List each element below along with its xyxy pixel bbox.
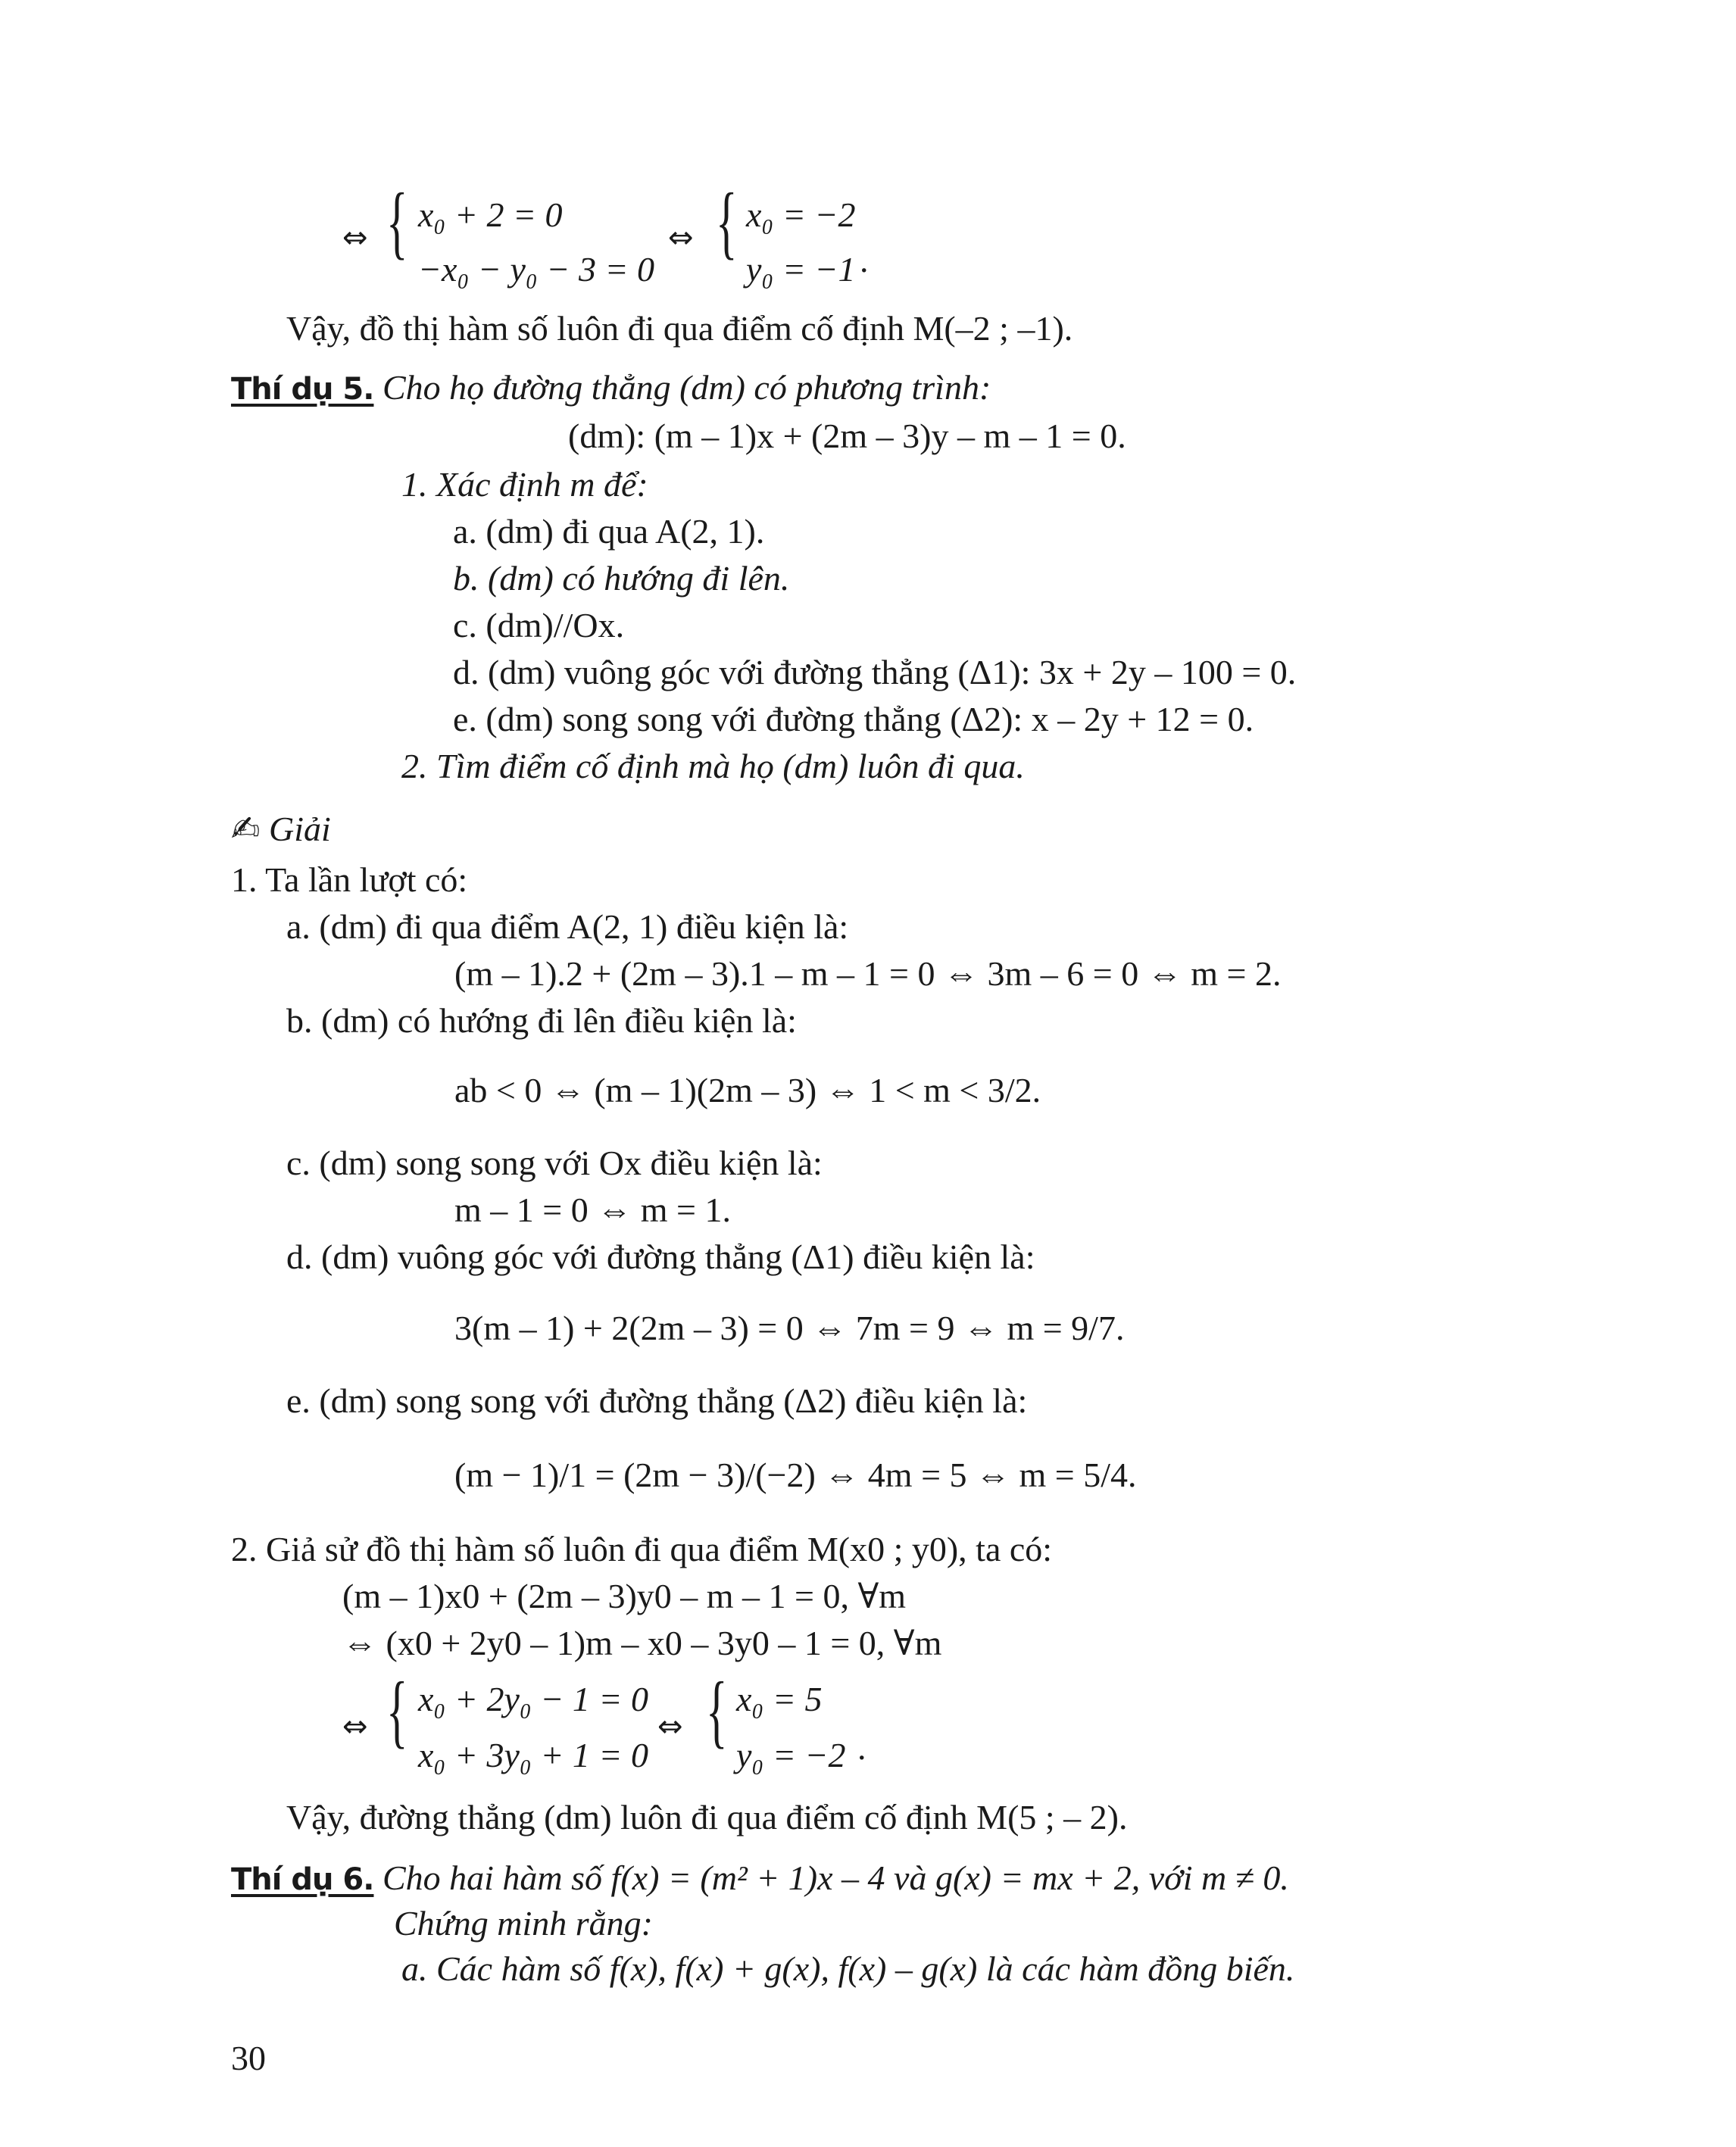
conclusion-text: Vậy, đồ thị hàm số luôn đi qua điểm cố định M(–2 ; –1). [286, 309, 1073, 348]
example-equation: (dm): (m – 1)x + (2m – 3)y – m – 1 = 0. [568, 417, 1126, 455]
example-intro: Cho họ đường thẳng (dm) có phương trình: [382, 368, 991, 407]
question-1: 1. Xác định m để: [401, 465, 648, 504]
left-brace: { [386, 1666, 408, 1756]
system-equation: x₀ + 2 = 0 [418, 195, 563, 234]
solution-a: a. (dm) đi qua điểm A(2, 1) điều kiện là: [286, 907, 849, 946]
solution-b-equation: ab < 0 ⇔ (m – 1)(2m – 3) ⇔ 1 < m < 3/2. [454, 1071, 1041, 1109]
solution-e: e. (dm) song song với đường thẳng (Δ2) điều kiện là: [286, 1381, 1028, 1420]
solution-d: d. (dm) vuông góc với đường thẳng (Δ1) điều kiện là: [286, 1237, 1035, 1276]
page-number: 30 [231, 2039, 266, 2077]
iff-symbol: ⇔ [657, 1709, 683, 1744]
solution-a-equation: (m – 1).2 + (2m – 3).1 – m – 1 = 0 ⇔ 3m – 6 = 0 ⇔ m = 2. [454, 954, 1282, 993]
solution-d-equation: 3(m – 1) + 2(2m – 3) = 0 ⇔ 7m = 9 ⇔ m = 9/7. [454, 1309, 1125, 1347]
question-a: a. Các hàm số f(x), f(x) + g(x), f(x) – g(x) là các hàm đồng biến. [401, 1949, 1295, 1988]
example-intro: Cho hai hàm số f(x) = (m² + 1)x – 4 và g(x) = mx + 2, với m ≠ 0. [382, 1858, 1289, 1897]
solution-2-line-1: (m – 1)x0 + (2m – 3)y0 – m – 1 = 0, ∀m [342, 1577, 907, 1615]
system-result: x₀ = −2 [746, 195, 856, 234]
solution-title: Giải [269, 810, 331, 848]
solution-step-1: 1. Ta lần lượt có: [231, 860, 468, 899]
left-brace: { [716, 177, 738, 267]
example-label: Thí dụ 5. [231, 372, 374, 407]
prove-text: Chứng minh rằng: [394, 1904, 653, 1943]
solution-c: c. (dm) song song với Ox điều kiện là: [286, 1144, 823, 1182]
system-equation: −x₀ − y₀ − 3 = 0 [418, 250, 654, 289]
solution-c-equation: m – 1 = 0 ⇔ m = 1. [454, 1191, 731, 1229]
example-6-heading [231, 1857, 1289, 1901]
system-equation: x₀ + 3y₀ + 1 = 0 [418, 1736, 648, 1774]
example-label: Thí dụ 6. [231, 1862, 374, 1897]
solution-step-2: 2. Giả sử đồ thị hàm số luôn đi qua điểm M(x0 ; y0), ta có: [231, 1530, 1053, 1568]
question-d: d. (dm) vuông góc với đường thẳng (Δ1): 3x + 2y – 100 = 0. [453, 653, 1297, 691]
system-result: x₀ = 5 [736, 1680, 823, 1718]
question-c: c. (dm)//Ox. [453, 606, 625, 644]
solution-2-line-2: ⇔ (x0 + 2y0 – 1)m – x0 – 3y0 – 1 = 0, ∀m [342, 1624, 942, 1662]
left-brace: { [386, 177, 408, 267]
solution-2-conclusion: Vậy, đường thẳng (dm) luôn đi qua điểm cố định M(5 ; – 2). [286, 1798, 1128, 1836]
pencil-icon: ✍ [231, 808, 261, 849]
system-result: y₀ = −2 [736, 1736, 846, 1774]
solution-heading [231, 807, 331, 850]
question-e: e. (dm) song song với đường thẳng (Δ2): x – 2y + 12 = 0. [453, 700, 1254, 738]
solution-b: b. (dm) có hướng đi lên điều kiện là: [286, 1001, 797, 1040]
question-2: 2. Tìm điểm cố định mà họ (dm) luôn đi qua. [401, 747, 1025, 785]
example-5-heading [231, 367, 991, 410]
iff-symbol: ⇔ [342, 220, 368, 255]
question-a: a. (dm) đi qua A(2, 1). [453, 512, 765, 551]
iff-symbol: ⇔ [668, 220, 694, 255]
system-result: y₀ = −1 [746, 250, 856, 289]
iff-symbol: ⇔ [342, 1709, 368, 1744]
left-brace: { [706, 1666, 728, 1756]
system-equation: x₀ + 2y₀ − 1 = 0 [418, 1680, 648, 1718]
question-b: b. (dm) có hướng đi lên. [453, 559, 790, 598]
solution-e-equation: (m − 1)/1 = (2m − 3)/(−2) ⇔ 4m = 5 ⇔ m = 5/4. [454, 1456, 1137, 1494]
